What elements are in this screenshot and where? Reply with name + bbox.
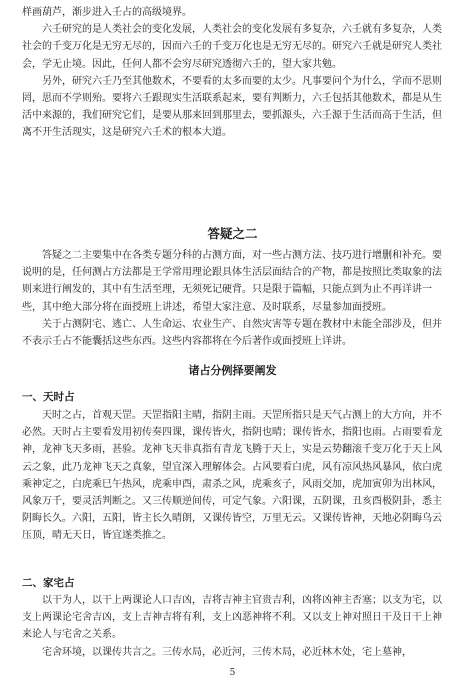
household-paragraph-1: 以干为人，以干上两课论人口吉凶，吉将吉神主官贵吉利，凶将凶神主否塞；以支为宅，以支上两课论宅舍吉凶，支上吉神吉将有利，支上凶恶神将不利。又以支上神对照日干及日干上神来论人与宅舍之关系。 [22,595,442,641]
page-number: 5 [229,668,236,678]
section-title-divination: 诸占分例择要阐发 [188,364,277,377]
intro-section [22,4,443,142]
qa-2-section [22,247,443,350]
intro-paragraph-0: 样画葫芦，渐步进入壬占的高级境界。 [22,7,192,18]
household-paragraph-2: 宅舍环境，以课传共言之。三传水局，必近河，三传木局，必近林木处，宅上墓神， [42,646,412,658]
weather-paragraph: 天时之占，首观天罡。天罡指阳主晴，指阴主雨。天罡所指只是天气占测上的大方向，并不必然。天时占主要看发用初传奏四课，课传皆火，指阴也晴；课传皆水，指阳也雨。占雨要看龙神，龙神飞天多雨，甚验。龙神飞天非真指有青龙飞腾于天上，实是云势翻滚千变万化于天上风云之象，此乃龙神飞天之真象，望宜深入理解体会。占风要看白虎，风有凉风热风暴风，依白虎乘神定之，白虎乘巳午热风，虎乘申酉，肃杀之风，虎乘亥子，风雨交加，虎加寅卯为出林风，风象万千，要灵活判断之。又三传顺逆间传，可定气象。六阳课，五阴课，丑亥酉极阴卦，悉主阴晦长久。六阳，五阳，皆主长久晴朗，又课传皆空，万里无云。又课传皆神，天地必阴晦乌云压顶，晴无天日，皆宜遂类推之。 [22,410,442,542]
subsection-title-weather: 一、天时占 [22,391,75,403]
subsection-title-household: 二、家宅占 [22,577,75,589]
household-section [22,592,443,661]
intro-paragraph-1: 六壬研究的是人类社会的变化发展，人类社会的变化发展有多复杂，六壬就有多复杂，人类社会的千变万化是无穷无尽的，因而六壬的千变万化也是无穷无尽的。研究六壬就是研究人类社会，学无止境。因此，任何人都不会穷尽研究透彻六壬的，望大家共勉。 [22,24,442,70]
weather-section [22,407,443,545]
qa-2-paragraph-2: 关于占测阴宅、逃亡、人生命运、农业生产、自然灾害等专题在教材中未能全部涉及，但并不表示壬占不能囊括这些东西。这些内容都将在今后著作或面授班上详讲。 [22,318,442,348]
qa-2-paragraph-1: 答疑之二主要集中在各类专题分科的占测方面，对一些占测方法、技巧进行增删和补充。要说明的是，任何测占方法都是王学常用理论跟具体生活层面结合的产物，都是按照比类取象的法则来进行阐发的，其中有生活至理，无须死记硬背。只是限于篇幅，只能点到为止不再详讲一些，其中绝大部分将在面授班上讲述，希望大家注意、及时联系，尽量参加面授班。 [22,250,442,313]
intro-paragraph-2: 另外，研究六壬乃至其他数术，不要看的太多而要的太少。凡事要问个为什么，学而不思则罔，思而不学则殆。要将六壬跟现实生活联系起来，要有判断力，六壬包括其他数术，都是从生活中来源的，我们研究它们，是要从那来回到那里去，要抓源头，六壬源于生活而高于生活，但离不开生活现实，这是研究六壬术的根本大道。 [22,75,442,139]
section-title-qa-2: 答疑之二 [207,226,258,241]
